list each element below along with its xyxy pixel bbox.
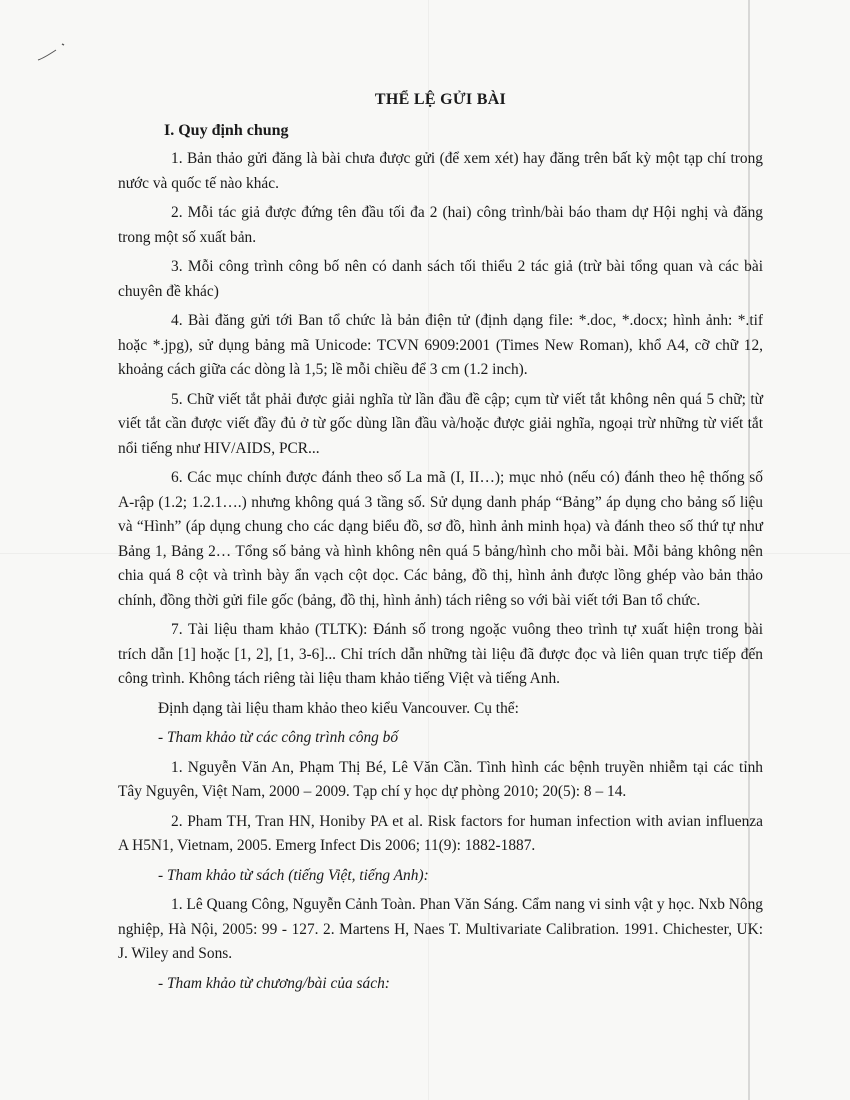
reference-item: 1. Lê Quang Công, Nguyễn Cảnh Toàn. Phan Văn Sáng. Cẩm nang vi sinh vật y học. Nxb Nông nghiệp, Hà Nội, 2005: 99 - 127. 2. Martens H, Naes T. Multivariate Calibration. 1991. Chichester, UK: J. Wiley and Sons. — [118, 896, 763, 962]
rule-paragraph: 7. Tài liệu tham khảo (TLTK): Đánh số trong ngoặc vuông theo trình tự xuất hiện trong bài trích dẫn [1] hoặc [1, 2], [1, 3-6]... Chỉ trích dẫn những tài liệu đã được đọc và liên quan trực tiếp đến công trình. Không tách riêng tài liệu tham khảo tiếng Việt và tiếng Anh. — [118, 621, 763, 687]
document-body — [118, 88, 763, 1001]
section-heading: I. Quy định chung — [164, 121, 289, 139]
rule-paragraph: 4. Bài đăng gửi tới Ban tổ chức là bản điện tử (định dạng file: *.doc, *.docx; hình ảnh: *.tif hoặc *.jpg), sử dụng bảng mã Unicode: TCVN 6909:2001 (Times New Roman), khổ A4, cỡ chữ 12, khoảng cách giữa các dòng là 1,5; lề mỗi chiều để 3 cm (1.2 inch). — [118, 312, 763, 378]
page-title: THỂ LỆ GỬI BÀI — [374, 91, 507, 108]
reference-item: 2. Pham TH, Tran HN, Honiby PA et al. Risk factors for human infection with avian influenza A H5N1, Vietnam, 2005. Emerg Infect Dis 2006; 11(9): 1882-1887. — [118, 812, 763, 854]
pen-mark-icon — [36, 40, 70, 64]
subheading-books: - Tham khảo từ sách (tiếng Việt, tiếng Anh): — [158, 866, 429, 884]
rule-paragraph: 3. Mỗi công trình công bố nên có danh sách tối thiểu 2 tác giả (trừ bài tổng quan và các bài chuyên đề khác) — [118, 258, 763, 300]
reference-item: 1. Nguyễn Văn An, Phạm Thị Bé, Lê Văn Cần. Tình hình các bệnh truyền nhiễm tại các tỉnh Tây Nguyên, Việt Nam, 2000 – 2009. Tạp chí y học dự phòng 2010; 20(5): 8 – 14. — [118, 758, 763, 800]
format-intro: Định dạng tài liệu tham khảo theo kiểu Vancouver. Cụ thể: — [158, 699, 519, 717]
rule-paragraph: 5. Chữ viết tắt phải được giải nghĩa từ lần đầu đề cập; cụm từ viết tắt không nên quá 5 chữ; từ viết tắt cần được viết đầy đủ ở từ gốc dùng lần đầu và/hoặc được giải nghĩa, ngoại trừ những từ viết tắt nổi tiếng như HIV/AIDS, PCR... — [118, 390, 763, 457]
rule-paragraph: 6. Các mục chính được đánh theo số La mã (I, II…); mục nhỏ (nếu có) đánh theo hệ thống số A-rập (1.2; 1.2.1….) nhưng không quá 3 tầng số. Sử dụng danh pháp “Bảng” áp dụng cho bảng số liệu và “Hình” (áp dụng chung cho các dạng biểu đồ, sơ đồ, hình ảnh minh họa) và đánh theo số thứ tự như Bảng 1, Bảng 2… Tổng số bảng và hình không nên quá 5 bảng/hình cho mỗi bài. Mỗi bảng không nên chia quá 8 cột và trình bày ẩn vạch cột dọc. Các bảng, đồ thị, hình ảnh được lồng ghép vào bản thảo chính, đồng thời gửi file gốc (bảng, đồ thị, hình ảnh) tách riêng so với bài viết tới Ban tổ chức. — [118, 469, 763, 609]
rule-paragraph: 2. Mỗi tác giả được đứng tên đầu tối đa 2 (hai) công trình/bài báo tham dự Hội nghị và đăng trong một số xuất bản. — [118, 204, 763, 246]
subheading-published: - Tham khảo từ các công trình công bố — [158, 729, 399, 746]
subheading-chapters: - Tham khảo từ chương/bài của sách: — [158, 974, 390, 992]
rule-paragraph: 1. Bản thảo gửi đăng là bài chưa được gửi (để xem xét) hay đăng trên bất kỳ một tạp chí trong nước và quốc tế nào khác. — [118, 150, 763, 192]
